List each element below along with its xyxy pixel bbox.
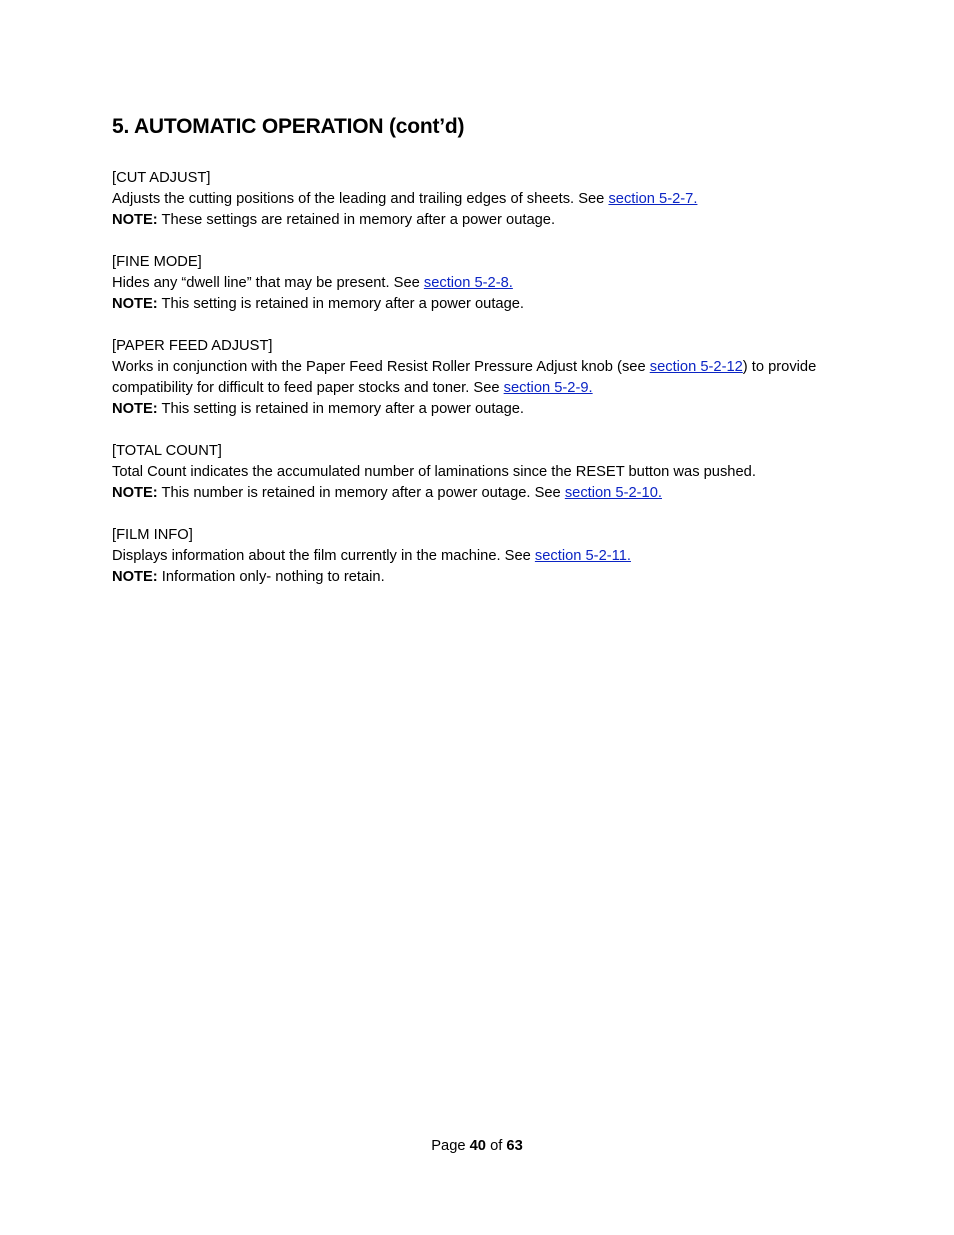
section-body	[112, 546, 832, 567]
section-film-info	[112, 525, 832, 588]
note-text: This setting is retained in memory after a power outage.	[157, 401, 524, 417]
note-text: This setting is retained in memory after a power outage.	[157, 296, 524, 312]
section-paper-feed-adjust	[112, 336, 832, 420]
section-body	[112, 273, 832, 294]
body-text: Adjusts the cutting positions of the leading and trailing edges of sheets. See	[112, 191, 609, 207]
sections	[112, 168, 832, 588]
note-line	[112, 483, 832, 504]
page-footer	[0, 1136, 954, 1157]
body-text-continued: ) to provide compatibility for difficult to feed paper stocks and toner. See	[112, 359, 817, 396]
section-5-2-9-link[interactable]: section 5-2-9.	[503, 380, 593, 396]
note-label: NOTE:	[112, 485, 158, 501]
section-fine-mode	[112, 252, 832, 315]
page-total: 63	[506, 1138, 523, 1154]
body-text: Displays information about the film currently in the machine. See	[112, 548, 535, 564]
section-5-2-11-link[interactable]: section 5-2-11.	[534, 548, 631, 564]
note-label: NOTE:	[112, 401, 158, 417]
note-line	[112, 210, 832, 231]
note-line	[112, 294, 832, 315]
note-label: NOTE:	[112, 212, 158, 228]
note-text: This number is retained in memory after a power outage. See	[157, 485, 565, 501]
note-line	[112, 567, 832, 588]
section-5-2-12-link[interactable]: section 5-2-12	[649, 359, 743, 375]
section-total-count	[112, 441, 832, 504]
note-text: These settings are retained in memory after a power outage.	[157, 212, 556, 228]
section-body	[112, 357, 832, 399]
page-number: 40	[469, 1138, 486, 1154]
note-label: NOTE:	[112, 569, 158, 585]
body-text: Works in conjunction with the Paper Feed Resist Roller Pressure Adjust knob (see	[112, 359, 650, 375]
of-label: of	[485, 1138, 507, 1154]
section-cut-adjust	[112, 168, 832, 231]
section-body	[112, 189, 832, 210]
page-content	[112, 112, 832, 609]
body-text: Hides any “dwell line” that may be present. See	[112, 275, 424, 291]
section-heading: [TOTAL COUNT]	[112, 443, 222, 459]
note-text: Information only- nothing to retain.	[157, 569, 385, 585]
section-heading: [CUT ADJUST]	[112, 170, 211, 186]
note-line	[112, 399, 832, 420]
section-heading: [FILM INFO]	[112, 527, 193, 543]
section-body: Total Count indicates the accumulated number of laminations since the RESET button was pushed.	[112, 464, 756, 480]
note-label: NOTE:	[112, 296, 158, 312]
section-5-2-8-link[interactable]: section 5-2-8.	[423, 275, 513, 291]
page-label: Page	[431, 1138, 470, 1154]
section-5-2-7-link[interactable]: section 5-2-7.	[608, 191, 698, 207]
section-heading: [PAPER FEED ADJUST]	[112, 338, 273, 354]
section-heading: [FINE MODE]	[112, 254, 202, 270]
page-title: 5. AUTOMATIC OPERATION (cont’d)	[112, 115, 465, 138]
section-5-2-10-link[interactable]: section 5-2-10.	[564, 485, 662, 501]
